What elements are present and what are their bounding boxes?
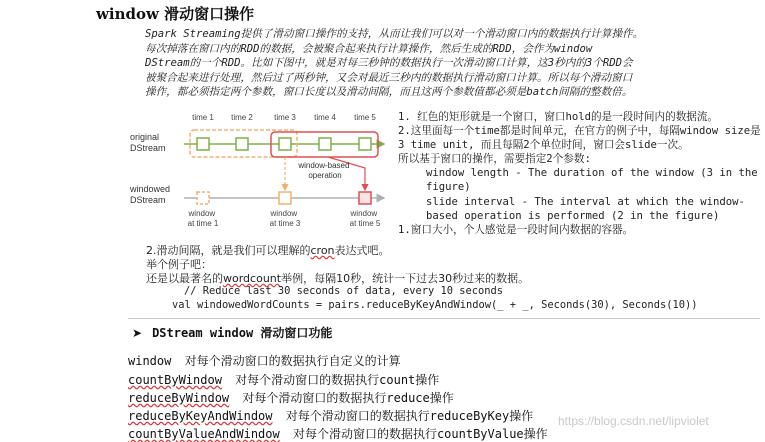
time-label: time 1 [192, 113, 214, 122]
function-desc: 对每个滑动窗口的数据执行countByValue操作 [292, 427, 548, 441]
batch-box [359, 138, 371, 150]
section-divider [128, 318, 760, 319]
diagram-notes [398, 110, 763, 237]
note-line: 所以基于窗口的操作，需要指定2个参数: [398, 153, 591, 166]
example-line-2: 举个例子吧： [146, 258, 212, 271]
batch-box [279, 138, 291, 150]
time-label: time 2 [231, 113, 253, 122]
code-comment: // Reduce last 30 seconds of data, every 10 seconds [184, 285, 504, 297]
section-heading: ➤ DStream window 滑动窗口功能 [132, 326, 333, 340]
function-name: reduceByWindow [128, 391, 230, 405]
window-diagram [128, 108, 388, 238]
function-desc: 对每个滑动窗口的数据执行count操作 [235, 373, 440, 387]
function-name: reduceByKeyAndWindow [128, 409, 273, 423]
code-statement: val windowedWordCounts = pairs.reduceByKeyAndWindow(_ + _, Seconds(30), Seconds(10)) [172, 299, 698, 311]
windowed-dstream-label: windowed DStream [130, 184, 171, 205]
batch-box [236, 138, 248, 150]
time-label: time 5 [354, 113, 376, 122]
note-line: 1.窗口大小，个人感觉是一段时间内数据的容器。 [398, 223, 634, 236]
function-name: countByWindow [128, 373, 222, 387]
function-row [128, 407, 533, 424]
operation-label: window-based operation [298, 161, 350, 180]
note-line: 2.这里面每一个time都是时间单元，在官方的例子中，每隔window size是3 time unit, 而且每隔2个单位时间，窗口会slide一次。 [398, 125, 761, 152]
function-desc: 对每个滑动窗口的数据执行reduce操作 [242, 391, 454, 405]
function-row [128, 371, 439, 388]
example-line-1: 2.滑动间隔，就是我们可以理解的cron表达式吧。 [146, 244, 390, 257]
window-caption: window at time 1 [187, 209, 219, 228]
original-dstream-label: original DStream [130, 132, 166, 153]
window-result-box [197, 192, 209, 204]
function-desc: 对每个滑动窗口的数据执行自定义的计算 [184, 354, 401, 368]
time-label: time 3 [274, 113, 296, 122]
intro-line: 每次掉落在窗口内的RDD的数据，会被聚合起来执行计算操作，然后生成的RDD，会作为window [145, 42, 593, 55]
function-name: window [128, 354, 172, 368]
window-caption: window at time 3 [269, 209, 301, 228]
intro-line: Spark Streaming提供了滑动窗口操作的支持，从而让我们可以对一个滑动窗口内的数据执行计算操作。 [145, 28, 644, 40]
intro-line: DStream的一个RDD。比如下图中，就是对每三秒钟的数据执行一次滑动窗口计算，这3秒内的3个RDD会 [145, 57, 633, 70]
window-result-box [279, 192, 291, 204]
intro-line: 操作，都必须指定两个参数，窗口长度以及滑动间隔，而且这两个参数值都必须是batch间隔的整数倍。 [145, 86, 633, 99]
batch-box [197, 138, 209, 150]
function-row [128, 352, 401, 369]
example-line-3: 还是以最著名的wordcount举例，每隔10秒，统计一下过去30秒过来的数据。 [146, 272, 530, 285]
wordcount-term: wordcount [223, 272, 282, 285]
note-line: slide interval - The interval at which the window-based operation is performed (2 in the figure) [426, 195, 745, 222]
window-caption: window at time 5 [349, 209, 381, 228]
time-label: time 4 [314, 113, 336, 122]
batch-box [319, 138, 331, 150]
function-desc: 对每个滑动窗口的数据执行reduceByKey操作 [285, 409, 534, 423]
intro-paragraph [145, 27, 755, 100]
watermark: https://blog.csdn.net/lipviolet [558, 414, 709, 428]
function-name: countByValueAndWindow [128, 427, 280, 441]
arrow-bullet-icon: ➤ [132, 326, 143, 340]
page-title: window 滑动窗口操作 [96, 5, 255, 23]
cron-term: cron [310, 244, 335, 257]
note-line: window length - The duration of the window (3 in the figure) [426, 167, 758, 194]
function-row [128, 425, 548, 442]
function-row [128, 389, 454, 406]
intro-line: 被聚合起来进行处理，然后过了两秒钟，又会对最近三秒内的数据执行滑动窗口计算。所以每个滑动窗口 [145, 71, 633, 84]
note-line: 1. 红色的矩形就是一个窗口，窗口hold的是一段时间内的数据流。 [398, 111, 719, 123]
window-result-box [359, 192, 371, 204]
